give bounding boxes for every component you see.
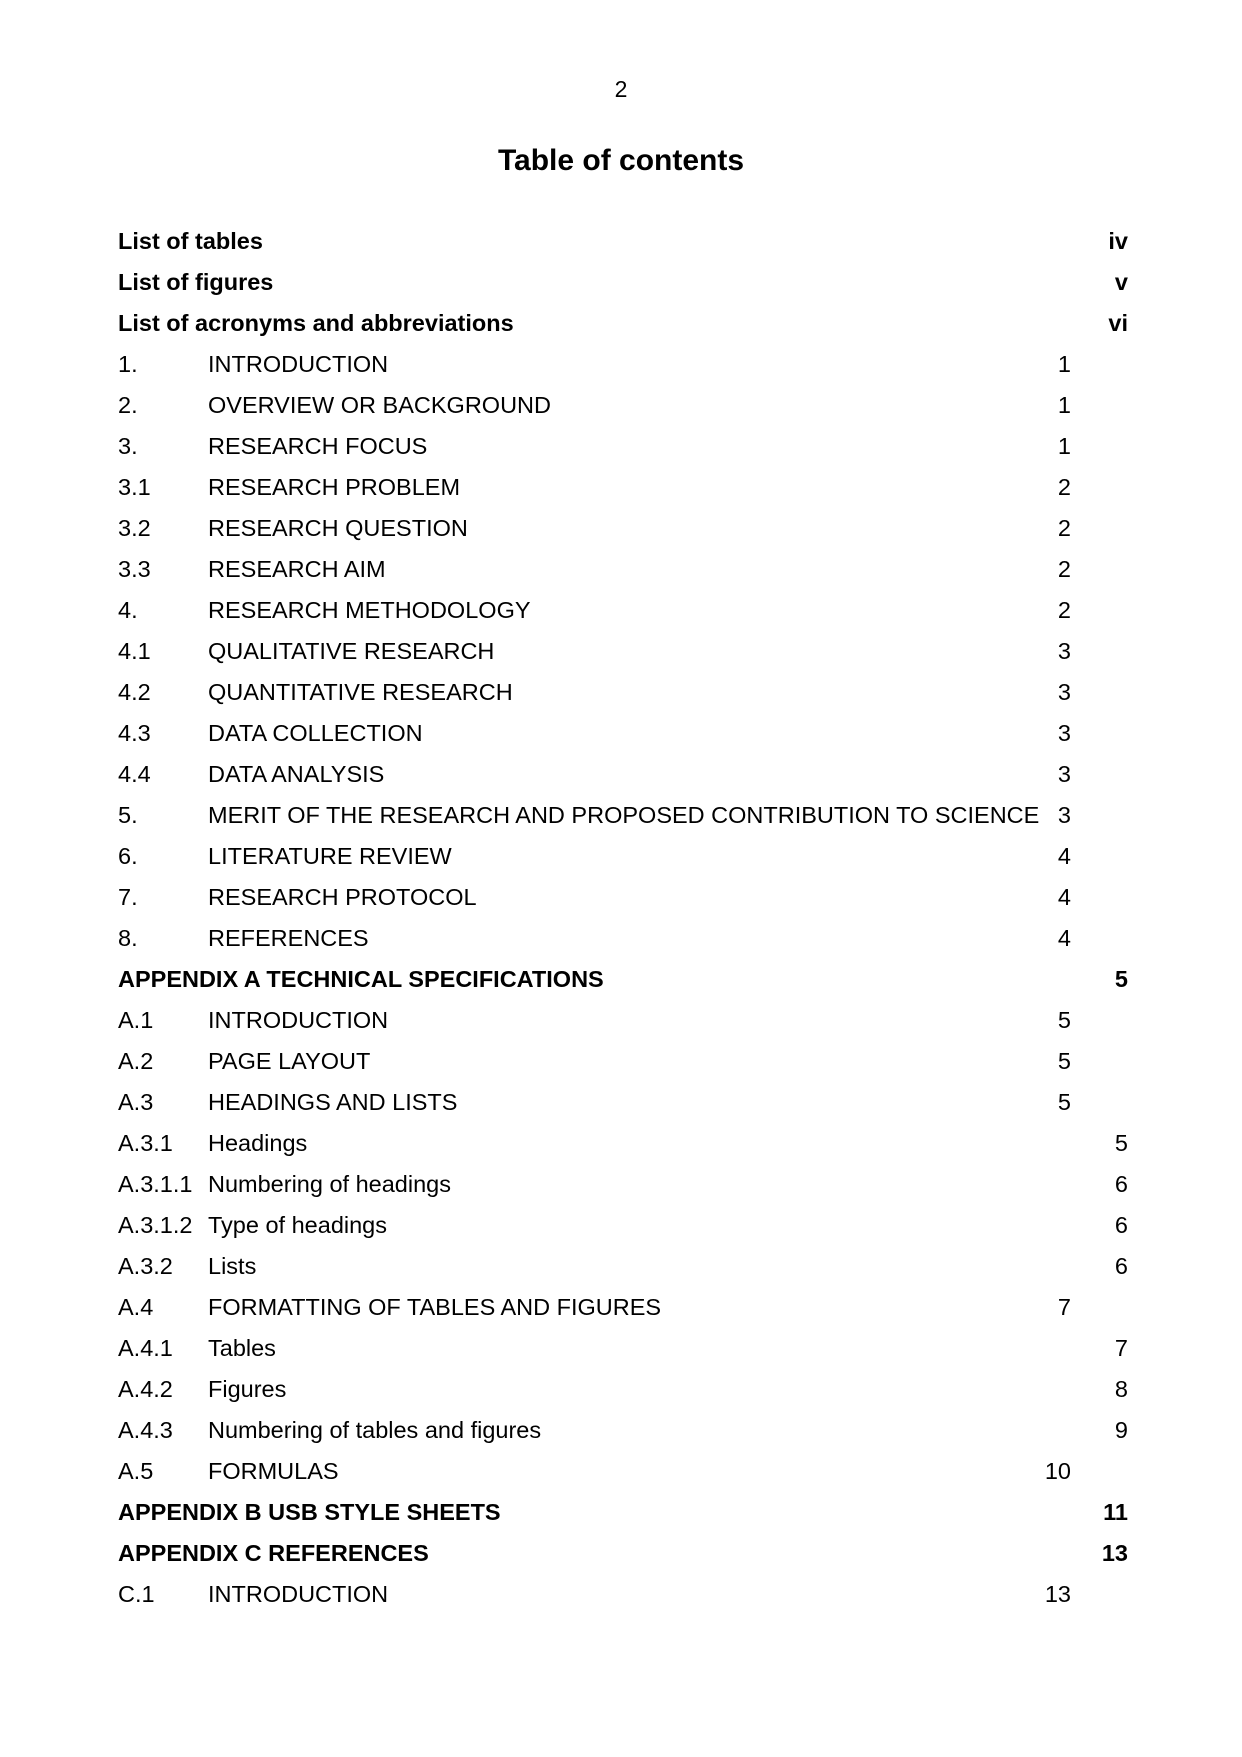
toc-entry-page: 1 — [1057, 392, 1071, 418]
toc-entry-page: 6 — [1114, 1253, 1128, 1279]
toc-entry-page: 2 — [1057, 597, 1071, 623]
toc-entry-page: 10 — [1044, 1458, 1071, 1484]
toc-entry[interactable] — [118, 918, 1128, 959]
toc-entry[interactable] — [118, 1205, 1128, 1246]
toc-entry-number: 4.3 — [118, 720, 151, 746]
toc-entry-number: 5. — [118, 802, 138, 828]
toc-entry-title: FORMATTING OF TABLES AND FIGURES — [208, 1294, 662, 1320]
toc-title: Table of contents — [497, 144, 745, 177]
toc-entry-title: APPENDIX C REFERENCES — [118, 1540, 429, 1566]
toc-entry-title: HEADINGS AND LISTS — [208, 1089, 458, 1115]
toc-entry-title: QUALITATIVE RESEARCH — [208, 638, 495, 664]
toc-entry-page: 2 — [1057, 515, 1071, 541]
toc-entry-title: RESEARCH AIM — [208, 556, 386, 582]
toc-entry-page: iv — [1108, 228, 1128, 254]
toc-entry[interactable] — [118, 426, 1128, 467]
toc-entry[interactable] — [118, 1369, 1128, 1410]
toc-entry-number: A.1 — [118, 1007, 154, 1033]
toc-entry-title: INTRODUCTION — [208, 1007, 389, 1033]
toc-entry[interactable] — [118, 1082, 1128, 1123]
toc-entry[interactable] — [118, 1533, 1128, 1574]
toc-entry-title: QUANTITATIVE RESEARCH — [208, 679, 513, 705]
toc-entry-page: 9 — [1114, 1417, 1128, 1443]
toc-entry-page: 13 — [1101, 1540, 1128, 1566]
toc-entry-number: 6. — [118, 843, 138, 869]
toc-entry[interactable] — [118, 590, 1128, 631]
toc-entry-page: 8 — [1114, 1376, 1128, 1402]
toc-entry-page: 5 — [1114, 966, 1128, 992]
toc-entry[interactable] — [118, 1410, 1128, 1451]
toc-entry-title: LITERATURE REVIEW — [208, 843, 452, 869]
toc-entry-page: 7 — [1057, 1294, 1071, 1320]
toc-entry[interactable] — [118, 795, 1128, 836]
toc-entry-title: Numbering of tables and figures — [208, 1417, 542, 1443]
toc-entry-page: 2 — [1057, 556, 1071, 582]
toc-entry-page: 6 — [1114, 1212, 1128, 1238]
toc-entry-number: A.4.3 — [118, 1417, 173, 1443]
toc-entry[interactable] — [118, 754, 1128, 795]
toc-entry[interactable] — [118, 262, 1128, 303]
toc-entry-title: FORMULAS — [208, 1458, 339, 1484]
toc-entry-page: v — [1114, 269, 1128, 295]
toc-entry[interactable] — [118, 1164, 1128, 1205]
toc-entry-page: 5 — [1057, 1007, 1071, 1033]
toc-entry-title: RESEARCH PROBLEM — [208, 474, 461, 500]
toc-entry-number: 3.2 — [118, 515, 151, 541]
toc-entry[interactable] — [118, 1123, 1128, 1164]
toc-entry-page: 4 — [1057, 884, 1071, 910]
toc-entry-number: 1. — [118, 351, 138, 377]
toc-entry-number: 4.4 — [118, 761, 151, 787]
toc-entry-title: REFERENCES — [208, 925, 369, 951]
toc-entry-number: 4. — [118, 597, 138, 623]
toc-entry[interactable] — [118, 508, 1128, 549]
toc-entry-number: 3. — [118, 433, 138, 459]
toc-entry[interactable] — [118, 344, 1128, 385]
toc-entry-title: Tables — [208, 1335, 276, 1361]
toc-entry-title: Type of headings — [208, 1212, 387, 1238]
toc-entry-page: 3 — [1057, 802, 1071, 828]
toc-entry-page: 3 — [1057, 761, 1071, 787]
toc-entry-page: 3 — [1057, 720, 1071, 746]
toc-entry-number: A.4.2 — [118, 1376, 173, 1402]
toc-entry-page: 5 — [1057, 1089, 1071, 1115]
toc-entry-number: A.3 — [118, 1089, 154, 1115]
toc-entry[interactable] — [118, 1451, 1128, 1492]
toc-entry-number: A.2 — [118, 1048, 154, 1074]
toc-entry[interactable] — [118, 713, 1128, 754]
page-number: 2 — [614, 76, 628, 102]
toc-entry-title: List of acronyms and abbreviations — [118, 310, 514, 336]
toc-entry-page: 2 — [1057, 474, 1071, 500]
toc-entry-page: 13 — [1044, 1581, 1071, 1607]
toc-entry-title: Headings — [208, 1130, 308, 1156]
toc-entry[interactable] — [118, 549, 1128, 590]
toc-entry-number: A.3.1 — [118, 1130, 173, 1156]
toc-entry-number: 3.3 — [118, 556, 151, 582]
toc-entry[interactable] — [118, 1574, 1128, 1615]
toc-entry[interactable] — [118, 877, 1128, 918]
toc-entry[interactable] — [118, 959, 1128, 1000]
toc-entry[interactable] — [118, 631, 1128, 672]
toc-entry-title: OVERVIEW OR BACKGROUND — [208, 392, 551, 418]
toc-entry-title: DATA ANALYSIS — [208, 761, 385, 787]
toc-entry-number: 7. — [118, 884, 138, 910]
toc-entry[interactable] — [118, 1000, 1128, 1041]
toc-entry-page: 7 — [1114, 1335, 1128, 1361]
toc-entry[interactable] — [118, 1041, 1128, 1082]
toc-entry-page: 5 — [1057, 1048, 1071, 1074]
toc-entry-page: 4 — [1057, 925, 1071, 951]
toc-entry-number: A.3.1.1 — [118, 1171, 193, 1197]
toc-entry-page: 3 — [1057, 638, 1071, 664]
toc-entry-number: A.3.1.2 — [118, 1212, 193, 1238]
toc-entry-page: 4 — [1057, 843, 1071, 869]
toc-entry[interactable] — [118, 467, 1128, 508]
toc-entry-title: RESEARCH FOCUS — [208, 433, 428, 459]
toc-entry-page: 11 — [1103, 1499, 1128, 1525]
toc-entry-title: RESEARCH METHODOLOGY — [208, 597, 531, 623]
toc-entry-title: List of figures — [118, 269, 274, 295]
toc-entry-number: 4.2 — [118, 679, 151, 705]
toc-entry-title: INTRODUCTION — [208, 1581, 389, 1607]
toc-entry-number: A.4 — [118, 1294, 154, 1320]
toc-entry-number: A.5 — [118, 1458, 154, 1484]
toc-entry-number: 8. — [118, 925, 138, 951]
toc-entry-number: A.4.1 — [118, 1335, 173, 1361]
toc-entry-title: PAGE LAYOUT — [208, 1048, 371, 1074]
toc-entry-title: DATA COLLECTION — [208, 720, 423, 746]
toc-entry-page: vi — [1108, 310, 1128, 336]
toc-entry-page: 1 — [1057, 433, 1071, 459]
toc-entry[interactable] — [118, 385, 1128, 426]
toc-entry-title: APPENDIX B USB STYLE SHEETS — [118, 1499, 501, 1525]
toc-entry-number: 2. — [118, 392, 138, 418]
toc-entry-title: Figures — [208, 1376, 287, 1402]
toc-entry[interactable] — [118, 1492, 1128, 1533]
toc-entry-page: 1 — [1057, 351, 1071, 377]
toc-entry-number: 4.1 — [118, 638, 151, 664]
toc-entry-title: APPENDIX A TECHNICAL SPECIFICATIONS — [118, 966, 604, 992]
toc-entry-title: Lists — [208, 1253, 257, 1279]
toc-list — [118, 221, 1128, 1615]
toc-entry[interactable] — [118, 1287, 1128, 1328]
toc-entry-title: Numbering of headings — [208, 1171, 451, 1197]
toc-entry-number: A.3.2 — [118, 1253, 173, 1279]
toc-entry[interactable] — [118, 221, 1128, 262]
toc-entry-title: MERIT OF THE RESEARCH AND PROPOSED CONTRIBUTION TO SCIENCE — [208, 802, 1040, 828]
toc-entry[interactable] — [118, 836, 1128, 877]
toc-entry-page: 6 — [1114, 1171, 1128, 1197]
toc-entry[interactable] — [118, 1246, 1128, 1287]
toc-entry-title: RESEARCH QUESTION — [208, 515, 468, 541]
toc-entry-page: 3 — [1057, 679, 1071, 705]
toc-entry-title: INTRODUCTION — [208, 351, 389, 377]
toc-entry[interactable] — [118, 1328, 1128, 1369]
toc-entry[interactable] — [118, 303, 1128, 344]
toc-entry-number: 3.1 — [118, 474, 151, 500]
toc-entry[interactable] — [118, 672, 1128, 713]
toc-entry-page: 5 — [1114, 1130, 1128, 1156]
toc-entry-number: C.1 — [118, 1581, 155, 1607]
toc-entry-title: RESEARCH PROTOCOL — [208, 884, 477, 910]
toc-entry-title: List of tables — [118, 228, 263, 254]
